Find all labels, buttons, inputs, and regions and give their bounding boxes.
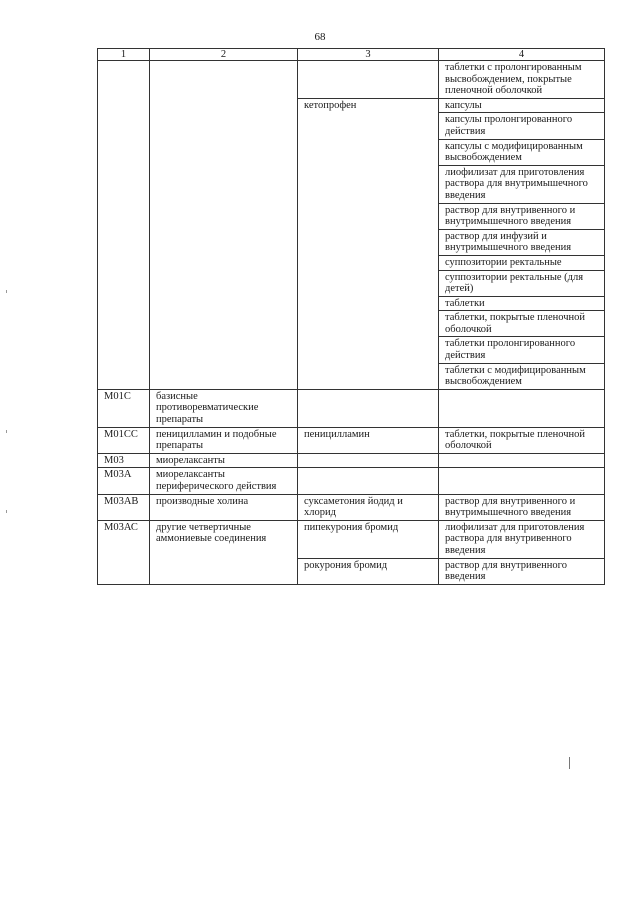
- drug-cell: рокурония бромид: [298, 558, 439, 584]
- group-cell: миорелаксанты: [150, 453, 298, 468]
- code-cell: М03АС: [98, 520, 150, 584]
- form-cell: раствор для внутривенного введения: [439, 558, 605, 584]
- form-cell: раствор для внутривенного и внутримышечного введения: [439, 494, 605, 520]
- group-cell: пеницилламин и подобные препараты: [150, 427, 298, 453]
- drug-cell: кетопрофен: [298, 98, 439, 389]
- scan-mark: [569, 757, 570, 769]
- group-cell: [150, 61, 298, 390]
- form-cell: таблетки с модифицированным высвобождением: [439, 363, 605, 389]
- form-cell: таблетки, покрытые пленочной оболочкой: [439, 427, 605, 453]
- table-row: [98, 61, 605, 99]
- form-cell: [439, 389, 605, 427]
- table-row: [98, 453, 605, 468]
- table-row: [98, 427, 605, 453]
- margin-speck: [6, 510, 7, 513]
- group-cell: миорелаксанты периферического действия: [150, 468, 298, 494]
- drug-cell: [298, 453, 439, 468]
- form-cell: [439, 468, 605, 494]
- form-cell: таблетки: [439, 296, 605, 311]
- code-cell: М01СС: [98, 427, 150, 453]
- form-cell: суппозитории ректальные (для детей): [439, 270, 605, 296]
- group-cell: производные холина: [150, 494, 298, 520]
- header-cell: 1: [98, 49, 150, 61]
- form-cell: капсулы пролонгированного действия: [439, 113, 605, 139]
- table-header-row: [98, 49, 605, 61]
- form-cell: лиофилизат для приготовления раствора для внутривенного введения: [439, 520, 605, 558]
- group-cell: базисные противоревматические препараты: [150, 389, 298, 427]
- drug-cell: пеницилламин: [298, 427, 439, 453]
- table-row: [98, 468, 605, 494]
- table-row: [98, 494, 605, 520]
- table-row: [98, 389, 605, 427]
- form-cell: таблетки, покрытые пленочной оболочкой: [439, 311, 605, 337]
- code-cell: М03: [98, 453, 150, 468]
- form-cell: лиофилизат для приготовления раствора для внутримышечного введения: [439, 165, 605, 203]
- header-cell: 3: [298, 49, 439, 61]
- drug-cell: суксаметония йодид и хлорид: [298, 494, 439, 520]
- margin-speck: [6, 430, 7, 433]
- code-cell: М03А: [98, 468, 150, 494]
- drug-table: [97, 48, 605, 585]
- form-cell: таблетки пролонгированного действия: [439, 337, 605, 363]
- drug-cell: [298, 389, 439, 427]
- code-cell: М03АВ: [98, 494, 150, 520]
- drug-cell: пипекурония бромид: [298, 520, 439, 558]
- margin-speck: [6, 290, 7, 293]
- table-row: [98, 520, 605, 558]
- form-cell: раствор для внутривенного и внутримышечного введения: [439, 203, 605, 229]
- header-cell: 4: [439, 49, 605, 61]
- code-cell: М01С: [98, 389, 150, 427]
- page-number: 68: [314, 31, 326, 43]
- header-cell: 2: [150, 49, 298, 61]
- form-cell: капсулы с модифицированным высвобождением: [439, 139, 605, 165]
- form-cell: капсулы: [439, 98, 605, 113]
- drug-cell: [298, 61, 439, 99]
- form-cell: суппозитории ректальные: [439, 255, 605, 270]
- code-cell: [98, 61, 150, 390]
- form-cell: раствор для инфузий и внутримышечного введения: [439, 229, 605, 255]
- form-cell: [439, 453, 605, 468]
- drug-cell: [298, 468, 439, 494]
- form-cell: таблетки с пролонгированным высвобождением, покрытые пленочной оболочкой: [439, 61, 605, 99]
- group-cell: другие четвертичные аммониевые соединения: [150, 520, 298, 584]
